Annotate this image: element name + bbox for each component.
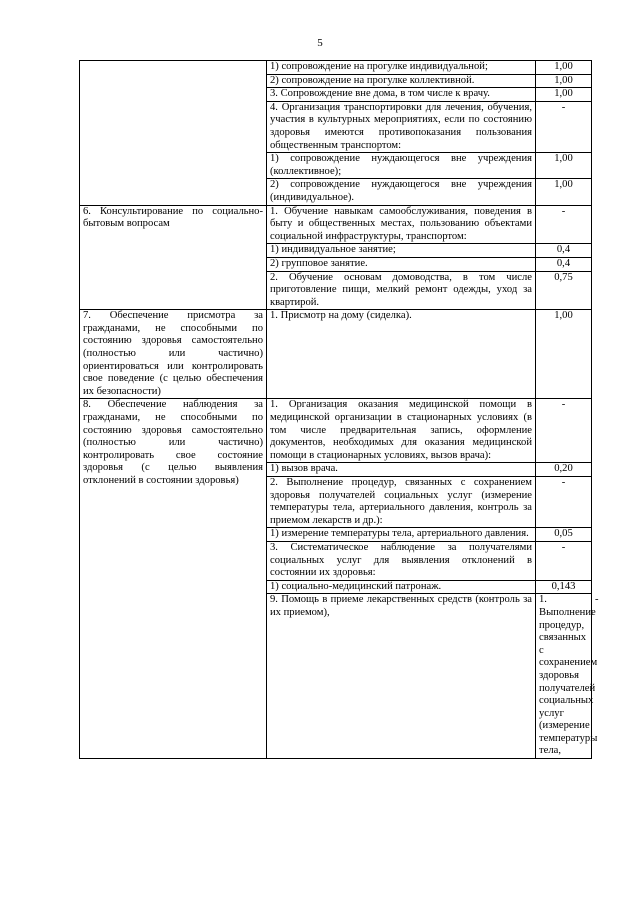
value-cell: 1,00: [536, 153, 592, 179]
action-cell: 3. Систематическое наблюдение за получателями социальных услуг для выявления отклонений в состоянии их здоровья:: [267, 541, 536, 580]
table-row: [80, 61, 592, 75]
action-cell: 1) индивидуальное занятие;: [267, 244, 536, 258]
action-cell: 4. Организация транспортировки для лечения, обучения, участия в культурных мероприятиях, если по состоянию здоровья имеются противопоказания пользования общественным транспортом:: [267, 101, 536, 152]
service-cell: 6. Консультирование по социально-бытовым вопросам: [80, 205, 267, 310]
service-cell: [80, 61, 267, 206]
value-cell: 0,20: [536, 463, 592, 477]
service-cell: 7. Обеспечение присмотра за гражданами, не способными по состоянию здоровья самостоятельно (полностью или частично) ориентироваться или контролировать свое поведение (с целью обеспечения их безопасности): [80, 310, 267, 399]
action-cell: 1) сопровождение нуждающегося вне учреждения (коллективное);: [267, 153, 536, 179]
service-cell: 8. Обеспечение наблюдения за гражданами, не способными по состоянию здоровья самостоятельно (полностью или частично) контролировать свое состояние здоровья (с целью выявления отклонений в состоянии здоровья): [80, 399, 267, 759]
table-row: [80, 205, 592, 244]
action-cell: 2. Обучение основам домоводства, в том числе приготовление пищи, мелкий ремонт одежды, уход за квартирой.: [267, 271, 536, 310]
action-cell: 1) измерение температуры тела, артериального давления.: [267, 528, 536, 542]
value-cell: 1,00: [536, 179, 592, 205]
value-cell: 0,4: [536, 244, 592, 258]
table-row: 9. Помощь в приеме лекарственных средств (контроль за их приемом), 1. Выполнение процедур, связанных с сохранением здоровья получателей социальных услуг (измерение температуры тела, -: [80, 594, 592, 759]
value-cell: -: [536, 205, 592, 244]
value-cell: -: [536, 101, 592, 152]
value-cell: -: [536, 399, 592, 463]
services-table: [79, 60, 599, 759]
value-cell: -: [536, 477, 592, 528]
action-cell: 2. Выполнение процедур, связанных с сохранением здоровья получателей социальных услуг (измерение температуры тела, артериального давления, контроль за приемом лекарств и др.):: [267, 477, 536, 528]
action-cell: 3. Сопровождение вне дома, в том числе к врачу.: [267, 88, 536, 102]
page-number: 5: [317, 37, 323, 49]
value-cell: -: [536, 541, 592, 580]
table-row: [80, 399, 592, 463]
value-cell: 0,143: [536, 580, 592, 594]
action-cell: 2) сопровождение нуждающегося вне учреждения (индивидуальное).: [267, 179, 536, 205]
table-row: [80, 310, 592, 399]
value-cell: 1,00: [536, 88, 592, 102]
value-cell: 1,00: [536, 310, 592, 399]
value-cell: 1,00: [536, 74, 592, 88]
action-cell: 2) групповое занятие.: [267, 257, 536, 271]
action-cell: 1. Организация оказания медицинской помощи в медицинской организации в стационарных условиях (в том числе предварительная запись, оформление документов, необходимых для оказания медицинской помощи в стационарных условиях, вызов врача):: [267, 399, 536, 463]
value-cell: 0,75: [536, 271, 592, 310]
action-cell: 1. Обучение навыкам самообслуживания, поведения в быту и общественных местах, пользованию объектами социальной инфраструктуры, транспортом:: [267, 205, 536, 244]
value-cell: 1,00: [536, 61, 592, 75]
action-cell: 1) социально-медицинский патронаж.: [267, 580, 536, 594]
service-cell: 9. Помощь в приеме лекарственных средств (контроль за их приемом),: [267, 594, 536, 759]
value-cell: 0,05: [536, 528, 592, 542]
action-cell: 1. Выполнение процедур, связанных с сохранением здоровья получателей социальных услуг (измерение температуры тела,: [536, 594, 592, 759]
action-cell: 1) вызов врача.: [267, 463, 536, 477]
action-cell: 1. Присмотр на дому (сиделка).: [267, 310, 536, 399]
action-cell: 2) сопровождение на прогулке коллективной.: [267, 74, 536, 88]
action-cell: 1) сопровождение на прогулке индивидуальной;: [267, 61, 536, 75]
value-cell: 0,4: [536, 257, 592, 271]
